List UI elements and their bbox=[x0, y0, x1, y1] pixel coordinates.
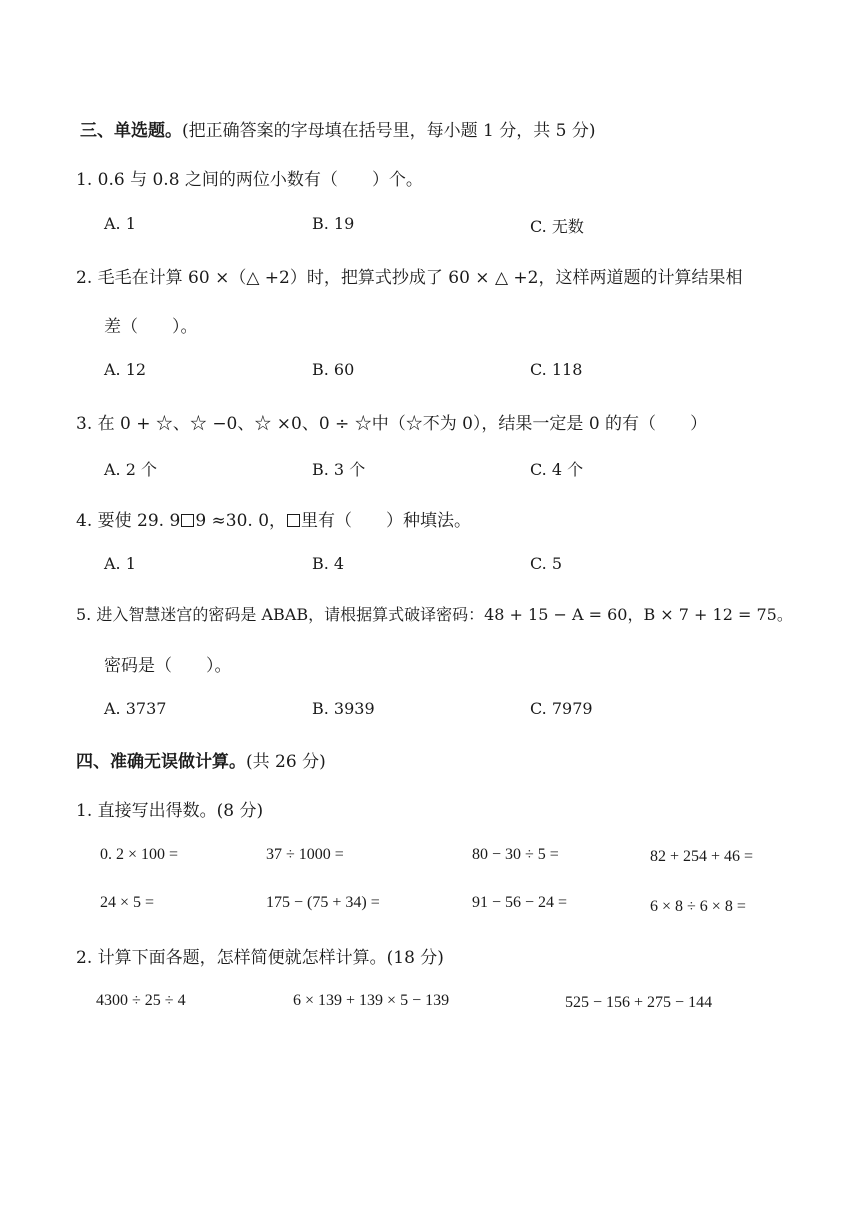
option-c: C. 5 bbox=[530, 554, 563, 573]
option-a: A. 2 个 bbox=[104, 460, 157, 479]
section-3-title bbox=[80, 116, 596, 141]
question-number: 2. bbox=[76, 948, 93, 968]
question-number: 1. bbox=[76, 170, 93, 190]
question-text-end: ） bbox=[690, 414, 708, 434]
question-3 bbox=[76, 409, 707, 434]
calc-item: 6 × 8 ÷ 6 × 8 = bbox=[650, 898, 746, 915]
question-text: 里有（ bbox=[301, 511, 353, 531]
question-number: 2. bbox=[76, 268, 93, 288]
option-b: B. 3 个 bbox=[312, 460, 366, 479]
question-text: 直接写出得数。(8 分) bbox=[97, 801, 264, 821]
question-text: 差（ bbox=[104, 317, 138, 337]
question-number: 3. bbox=[76, 414, 93, 434]
question-4 bbox=[76, 506, 471, 531]
option-c: C. 无数 bbox=[530, 217, 584, 236]
question-text-end: ）种填法。 bbox=[386, 511, 472, 531]
question-text-end: ）。 bbox=[206, 656, 232, 676]
section-3-note: (把正确答案的字母填在括号里，每小题 1 分，共 5 分) bbox=[182, 121, 596, 141]
question-text: 进入智慧迷宫的密码是 ABAB，请根据算式破译密码：48 + 15 − A = 60，B × 7 + 12 = 75。 bbox=[96, 605, 793, 624]
section-4-heading: 四、准确无误做计算。 bbox=[76, 752, 246, 772]
calc-item: 91 − 56 − 24 = bbox=[472, 894, 568, 911]
calc-item: 0. 2 × 100 = bbox=[100, 846, 179, 863]
option-b: B. 19 bbox=[312, 214, 355, 233]
calc-item: 4300 ÷ 25 ÷ 4 bbox=[96, 992, 186, 1009]
option-a: A. 12 bbox=[104, 360, 147, 379]
option-b: B. 4 bbox=[312, 554, 345, 573]
question-5-line-2 bbox=[104, 651, 232, 676]
question-text: 在 0 + ☆、☆ −0、☆ ×0、0 ÷ ☆中（☆不为 0），结果一定是 0 的有（ bbox=[97, 414, 657, 434]
option-b: B. 3939 bbox=[312, 699, 375, 718]
question-number: 4. bbox=[76, 511, 93, 531]
question-2-line-2 bbox=[104, 312, 198, 337]
question-text-end: ）个。 bbox=[371, 170, 423, 190]
calc-item: 37 ÷ 1000 = bbox=[266, 846, 344, 863]
question-text: 计算下面各题，怎样简便就怎样计算。(18 分) bbox=[97, 948, 444, 968]
square-box-icon bbox=[181, 514, 194, 527]
option-b: B. 60 bbox=[312, 360, 355, 379]
question-2 bbox=[76, 263, 743, 288]
option-c: C. 7979 bbox=[530, 699, 593, 718]
question-number: 1. bbox=[76, 801, 93, 821]
option-a: A. 1 bbox=[104, 214, 136, 233]
calc-item: 175 − (75 + 34) = bbox=[266, 894, 380, 911]
section-3-heading: 三、单选题。 bbox=[80, 121, 182, 141]
calc-item: 24 × 5 = bbox=[100, 894, 155, 911]
question-text: 密码是（ bbox=[104, 656, 172, 676]
question-number: 5. bbox=[76, 605, 92, 624]
question-text: 9 ≈30. 0， bbox=[195, 511, 287, 531]
calc-question-1 bbox=[76, 796, 263, 821]
question-text: 要使 29. 9 bbox=[97, 511, 181, 531]
square-box-icon bbox=[287, 514, 300, 527]
option-c: C. 4 个 bbox=[530, 460, 584, 479]
option-c: C. 118 bbox=[530, 360, 583, 379]
calc-question-2 bbox=[76, 943, 444, 968]
option-a: A. 1 bbox=[104, 554, 136, 573]
question-text-end: ）。 bbox=[172, 317, 198, 337]
calc-item: 82 + 254 + 46 = bbox=[650, 848, 754, 865]
section-4-title bbox=[76, 747, 326, 772]
calc-item: 80 − 30 ÷ 5 = bbox=[472, 846, 559, 863]
question-text: 0.6 与 0.8 之间的两位小数有（ bbox=[97, 170, 338, 190]
calc-item: 6 × 139 + 139 × 5 − 139 bbox=[293, 992, 450, 1009]
question-5 bbox=[76, 602, 793, 625]
section-4-note: (共 26 分) bbox=[246, 752, 326, 772]
question-text: 毛毛在计算 60 ×（△ +2）时，把算式抄成了 60 × △ +2，这样两道题的计算结果相 bbox=[97, 268, 743, 288]
question-1 bbox=[76, 165, 423, 190]
option-a: A. 3737 bbox=[104, 699, 167, 718]
calc-item: 525 − 156 + 275 − 144 bbox=[565, 994, 713, 1011]
